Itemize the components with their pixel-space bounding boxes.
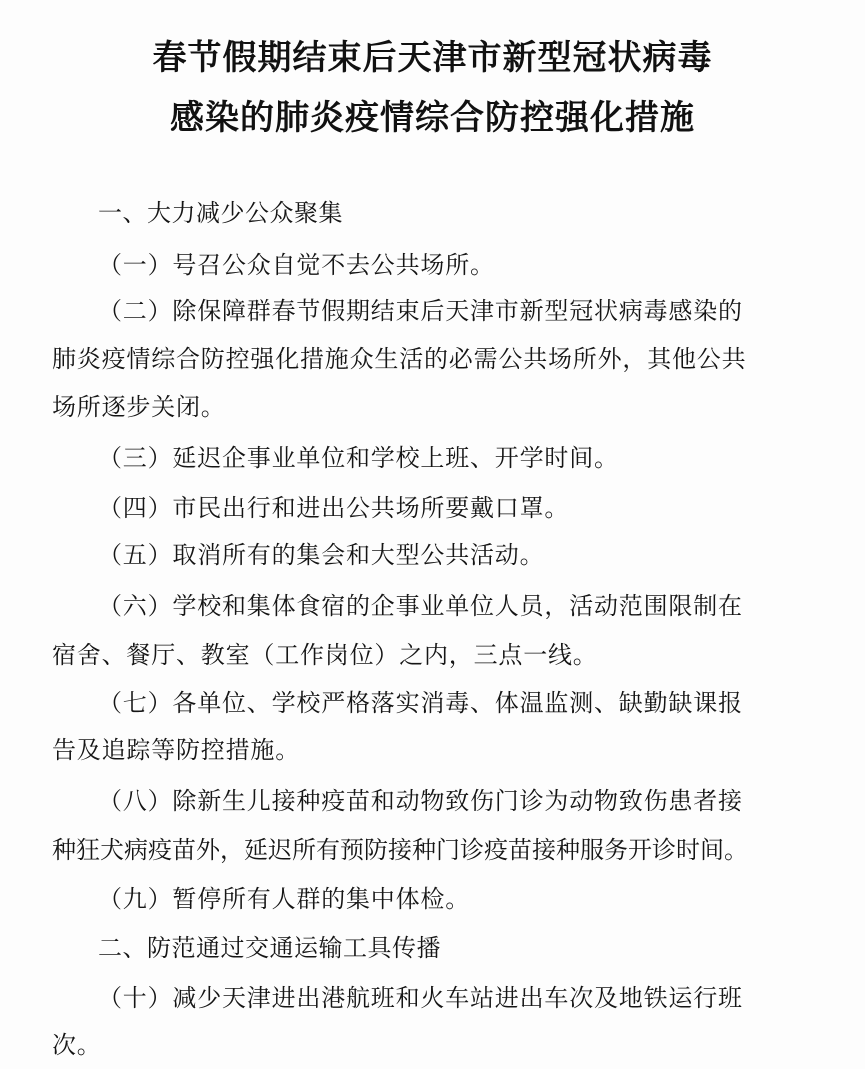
paragraph-line: （一）号召公众自觉不去公共场所。 <box>98 251 495 279</box>
paragraph-line: （八）除新生儿接种疫苗和动物致伤门诊为动物致伤患者接 <box>98 787 743 815</box>
section-heading-1: 一、大力减少公众聚集 <box>98 199 343 227</box>
paragraph-line: （三）延迟企事业单位和学校上班、开学时间。 <box>98 444 619 472</box>
document-title-line-1: 春节假期结束后天津市新型冠状病毒 <box>152 38 713 78</box>
paragraph-line: （四）市民出行和进出公共场所要戴口罩。 <box>98 494 570 522</box>
paragraph-line: （六）学校和集体食宿的企事业单位人员，活动范围限制在 <box>98 592 743 620</box>
paragraph-line: （十）减少天津进出港航班和火车站进出车次及地铁运行班 <box>98 984 743 1012</box>
document-title-line-2: 感染的肺炎疫情综合防控强化措施 <box>170 98 695 138</box>
paragraph-line: （七）各单位、学校严格落实消毒、体温监测、缺勤缺课报 <box>98 689 743 717</box>
paragraph-line: 肺炎疫情综合防控强化措施众生活的必需公共场所外，其他公共 <box>52 345 747 373</box>
paragraph-line: 次。 <box>52 1031 102 1059</box>
paragraph-line: （五）取消所有的集会和大型公共活动。 <box>98 541 545 569</box>
paragraph-line: 种狂犬病疫苗外，延迟所有预防接种门诊疫苗接种服务开诊时间。 <box>52 836 748 864</box>
paragraph-line: 场所逐步关闭。 <box>52 393 226 421</box>
paragraph-line: 宿舍、餐厅、教室（工作岗位）之内，三点一线。 <box>52 641 598 669</box>
section-heading-2: 二、防范通过交通运输工具传播 <box>98 934 441 962</box>
paragraph-line: 告及追踪等防控措施。 <box>52 736 300 764</box>
paragraph-line: （二）除保障群春节假期结束后天津市新型冠状病毒感染的 <box>98 297 743 325</box>
paragraph-line: （九）暂停所有人群的集中体检。 <box>98 885 470 913</box>
